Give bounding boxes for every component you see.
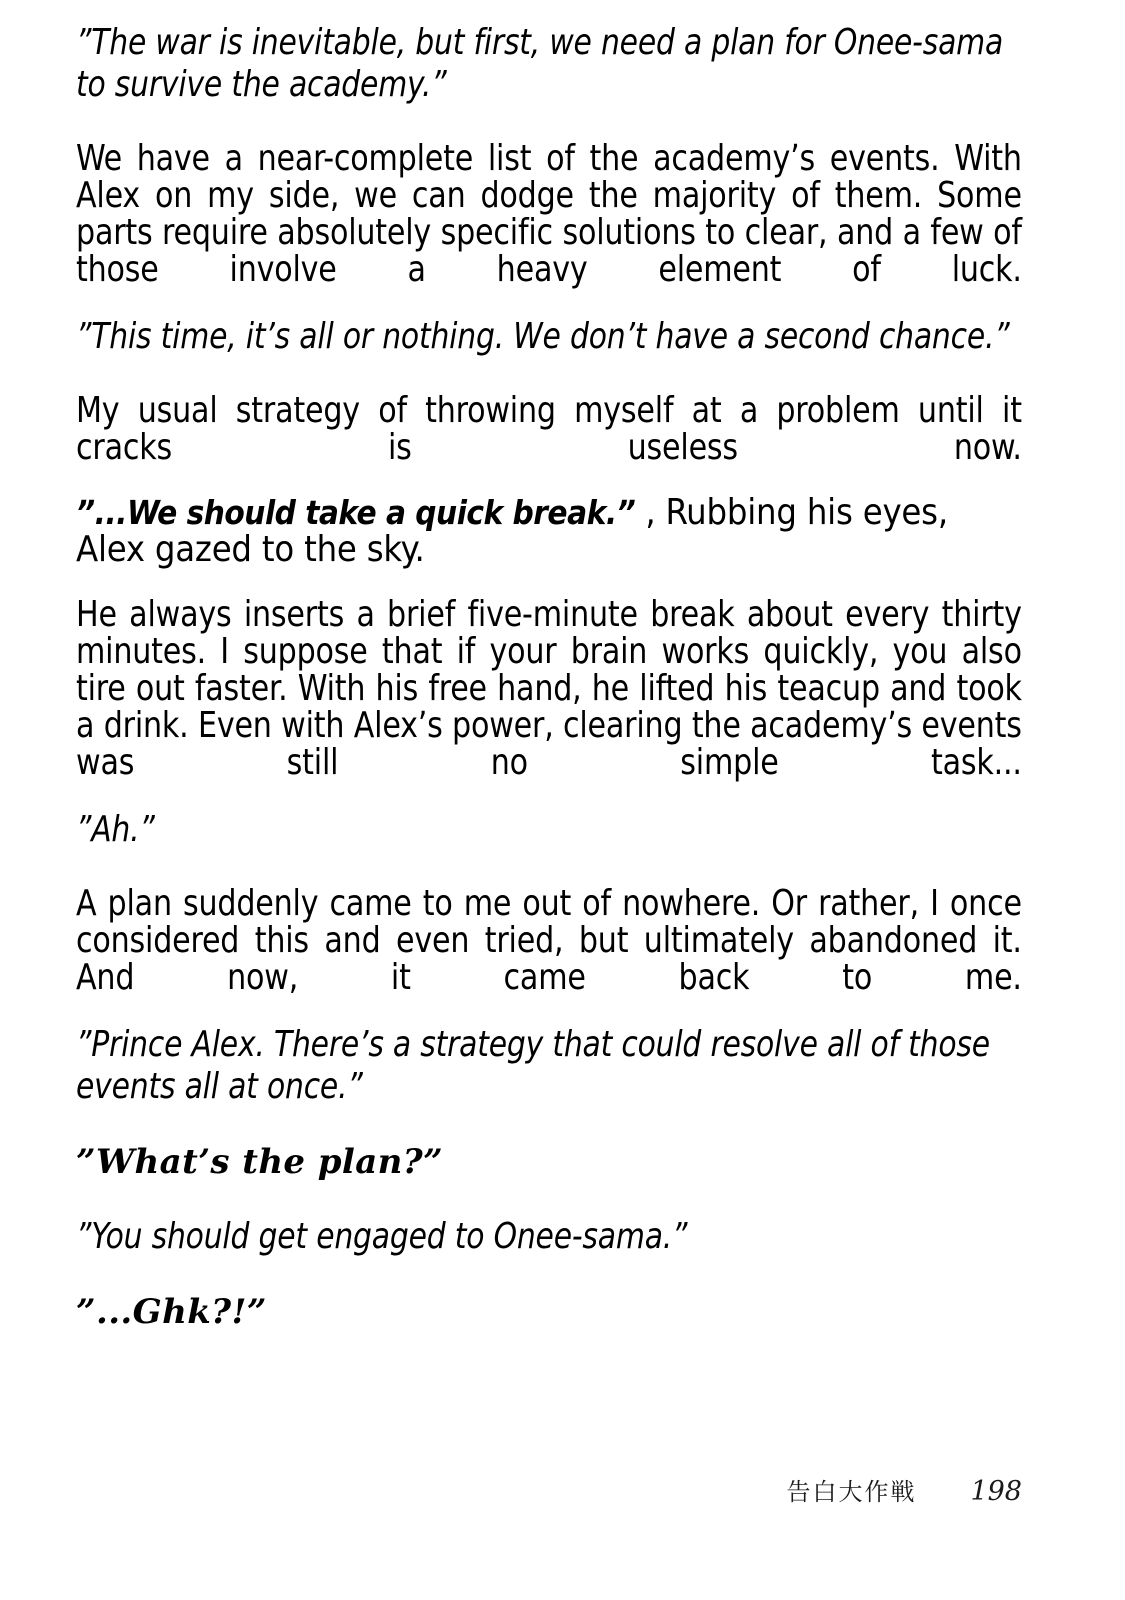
body-paragraph-event-list: We have a near-complete list of the academy’s events. With Alex on my side, we can dodge the majority of them. Some parts require absolutely specific solutions to clear, and a few of those involve a heavy element of luck. <box>76 138 1022 290</box>
italic-quote-get-engaged: ”You should get engaged to Onee-sama.” <box>76 1216 688 1257</box>
paragraph-quick-break <box>76 494 1022 568</box>
narration-rubbing-eyes: , Rubbing his eyes, Alex gazed to the sky. <box>76 492 948 570</box>
bold-dialogue-quick-break: ”...We should take a quick break.” <box>76 493 636 532</box>
novel-page <box>76 0 1022 1600</box>
italic-quote-all-or-nothing: ”This time, it’s all or nothing. We don’t have a second chance.” <box>76 316 1010 357</box>
body-paragraph-plan-came: A plan suddenly came to me out of nowhere. Or rather, I once considered this and even tried, but ultimately abandoned it. And now, it came back to me. <box>76 883 1022 998</box>
italic-quote-war-inevitable: ”The war is inevitable, but first, we need a plan for Onee-sama to survive the academy.” <box>76 22 1004 105</box>
body-paragraph-usual-strategy: My usual strategy of throwing myself at a problem until it cracks is useless now. <box>76 390 1022 468</box>
page-footer <box>76 1472 1022 1507</box>
bold-dialogue-ghk: ”...Ghk?!” <box>76 1292 267 1332</box>
bold-dialogue-whats-the-plan: ”What’s the plan?” <box>76 1142 444 1182</box>
italic-quote-ah: ”Ah.” <box>76 809 155 850</box>
italic-quote-prince-alex: ”Prince Alex. There’s a strategy that could resolve all of those events all at once.” <box>76 1024 990 1107</box>
page-number: 198 <box>970 1476 1022 1507</box>
page-content <box>76 22 1022 1354</box>
body-paragraph-five-minute-break: He always inserts a brief five-minute break about every thirty minutes. I suppose that if your brain works quickly, you also tire out faster. With his free hand, he lifted his teacup and took a drink. Even with Alex’s power, clearing the academy’s events was still no simple task... <box>76 594 1022 783</box>
running-title: 告白大作戦 <box>786 1478 917 1506</box>
